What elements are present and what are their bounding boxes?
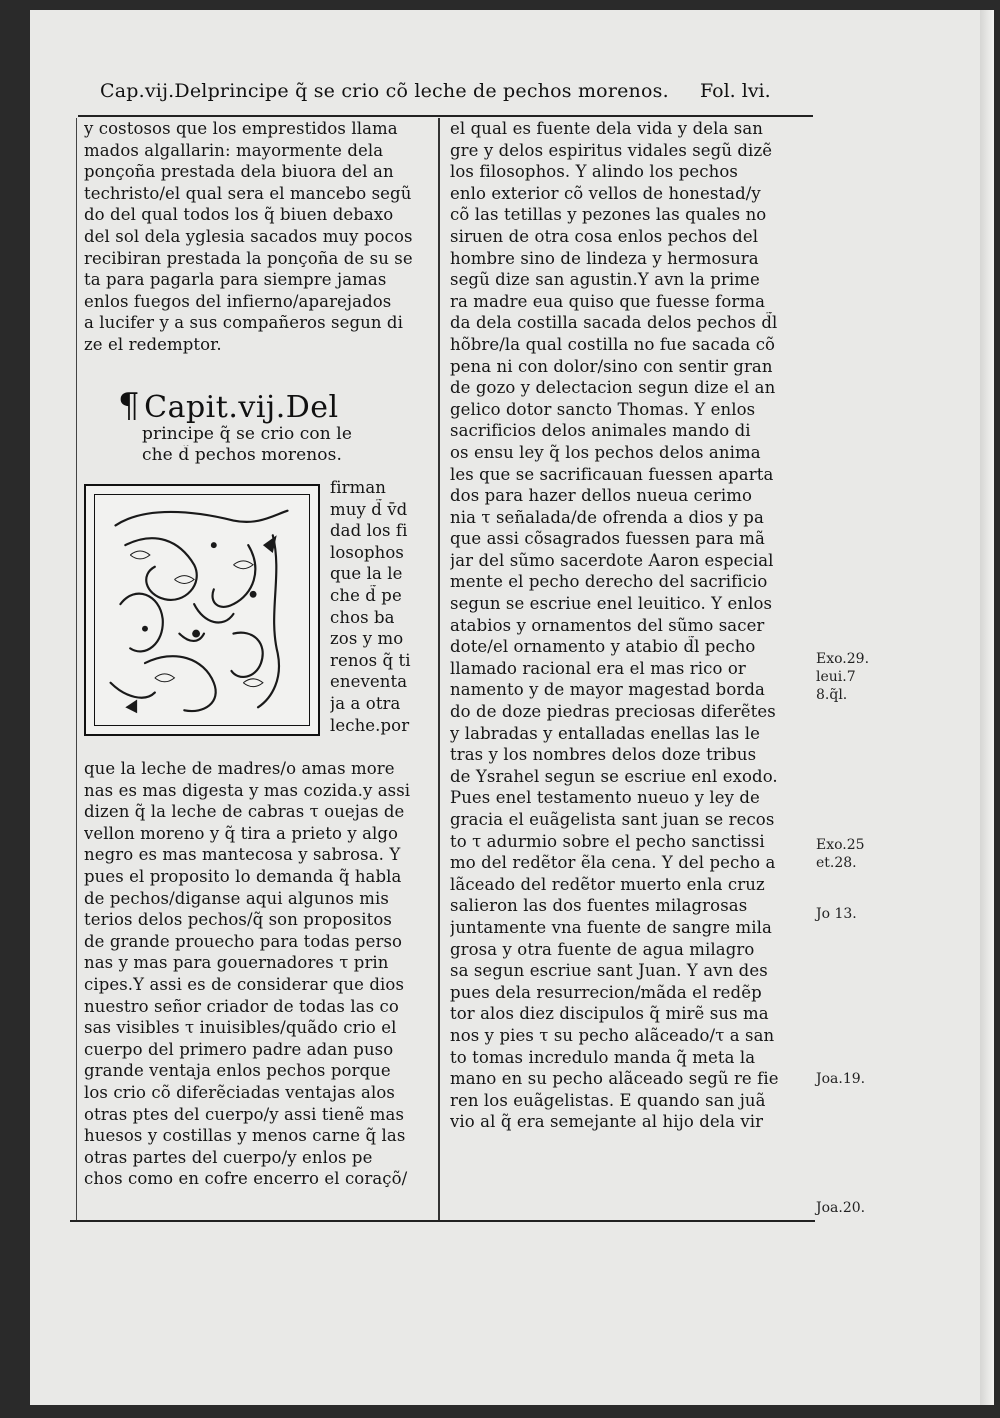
left-column-rule [76,118,77,1220]
margin-note-line: 8.q̃l. [816,687,848,703]
text-line: sacrificios delos animales mando di [450,421,751,441]
text-line: Pues enel testamento nueuo y ley de [450,788,760,808]
right-column-text [450,118,810,1133]
header-rule [78,115,813,117]
text-line: pues el proposito lo demanda q̃ habla [84,866,402,886]
left-column-top-text [84,118,434,356]
text-line: ponçoña prestada dela biuora del an [84,162,394,182]
text-line: sas visibles τ inuisibles/quãdo crio el [84,1018,397,1038]
margin-note [816,836,865,872]
margin-note-line: Joa.19. [816,1071,866,1087]
text-line: gracia el euãgelista sant juan se recos [450,810,775,829]
text-line: del sol dela yglesia sacados muy pocos [84,226,413,246]
text-line: muy d̃ v̄d [330,499,408,519]
column-divider [438,118,440,1220]
text-line: enlos fuegos del infierno/aparejados [84,291,392,311]
text-line: ren los euãgelistas. E quando san juã [450,1090,766,1110]
text-line: ja a otra [330,693,401,713]
text-line: nas y mas para gouernadores τ prin [84,953,389,973]
text-line: mados algallarin: mayormente dela [84,140,384,160]
text-line: de Ysrahel segun se escriue enl exodo. [450,766,778,786]
text-line: ta para pagarla para siempre jamas [84,270,387,290]
text-line: nos y pies τ su pecho alãceado/τ a san [450,1025,775,1045]
margin-note-line: Jo 13. [816,906,857,922]
decorated-initial-woodcut [84,484,320,736]
chapter-subtitle [142,424,432,466]
running-header-title: Cap.vij.Delprincipe q̃ se crio cõ leche de pechos morenos. [100,80,669,102]
text-line: gelico dotor sancto Thomas. Y enlos [450,399,756,419]
text-line: dote/el ornamento y atabio d̃l pecho [450,637,756,657]
subtitle-line: principe q̃ se crio con le [142,424,353,444]
text-line: juntamente vna fuente de sangre mila [450,917,772,937]
margin-note [816,1070,865,1088]
text-line: negro es mas mantecosa y sabrosa. Y [84,845,401,865]
text-line: zos y mo [330,629,404,649]
text-line: dizen q̃ la leche de cabras τ ouejas de [84,802,405,822]
text-line: hõbre/la qual costilla no fue sacada cõ [450,334,776,354]
left-column-bottom-text [84,758,434,1190]
margin-note-line: et.28. [816,855,857,871]
text-line: chos ba [330,607,395,627]
text-line: chos como en cofre encerro el coraçõ/ [84,1169,408,1189]
text-line: firman [330,478,386,497]
text-line: hombre sino de lindeza y hermosura [450,248,759,268]
text-line: namento y de mayor magestad borda [450,680,765,700]
text-line: recibiran prestada la ponçoña de su se [84,248,413,268]
text-line: mo del redẽtor ẽla cena. Y del pecho a [450,853,776,873]
text-line: de gozo y delectacion segun dize el an [450,378,776,398]
text-line: segun se escriue enel leuitico. Y enlos [450,594,773,614]
text-line: otras partes del cuerpo/y enlos pe [84,1147,373,1167]
text-line: ze el redemptor. [84,334,222,354]
text-line: renos q̃ ti [330,650,411,670]
text-line: los crio cõ diferẽciadas ventajas alos [84,1082,395,1102]
text-line: enlo exterior cõ vellos de honestad/y [450,183,761,203]
text-line: dad los fi [330,521,408,541]
text-line: pena ni con dolor/sino con sentir gran [450,356,773,376]
text-line: grosa y otra fuente de agua milagro [450,939,755,959]
text-line: jar del sũmo sacerdote Aaron especial [450,550,774,570]
text-line: que assi cõsagrados fuessen para mã [450,529,765,549]
text-line: do de doze piedras preciosas diferẽtes [450,702,776,722]
text-line: mente el pecho derecho del sacrificio [450,572,768,592]
text-line: da dela costilla sacada delos pechos d̃l [450,313,778,333]
text-line: vellon moreno y q̃ tira a prieto y algo [84,823,399,843]
text-line: otras ptes del cuerpo/y assi tienẽ mas [84,1104,405,1124]
text-line: salieron las dos fuentes milagrosas [450,896,748,916]
text-line: grande ventaja enlos pechos porque [84,1061,391,1081]
chapter-heading-title: Capit.vij.Del [144,390,339,425]
text-line: tras y los nombres delos doze tribus [450,745,757,765]
text-line: nia τ señalada/de ofrenda a dios y pa [450,507,764,527]
text-line: terios delos pechos/q̃ son propositos [84,910,392,930]
text-line: que la leche de madres/o amas more [84,759,395,778]
text-line: y costosos que los emprestidos llama [84,119,398,138]
text-line: to tomas incredulo manda q̃ meta la [450,1047,756,1067]
text-line: llamado racional era el mas rico or [450,658,746,678]
text-line: os ensu ley q̃ los pechos delos anima [450,442,761,462]
margin-note-line: Joa.20. [816,1200,866,1216]
margin-note [816,650,869,704]
text-line: y labradas y entalladas enellas las le [450,723,760,743]
text-line: siruen de otra cosa enlos pechos del [450,226,759,246]
margin-note [816,905,857,923]
margin-note-line: leui.7 [816,669,856,685]
text-line: atabios y ornamentos del sũmo sacer [450,615,765,635]
margin-note [816,1199,865,1217]
text-line: segũ dize san agustin.Y avn la prime [450,270,760,290]
pilcrow-icon: ¶ [118,386,141,426]
text-line: to τ adurmio sobre el pecho sanctissi [450,831,765,851]
text-line: huesos y costillas y menos carne q̃ las [84,1126,406,1146]
text-line: cipes.Y assi es de considerar que dios [84,974,405,994]
text-line: gre y delos espiritus vidales segũ dizẽ [450,140,773,160]
chapter-heading [118,386,438,426]
text-line: cõ las tetillas y pezones las quales no [450,205,767,225]
text-line: lãceado del redẽtor muerto enla cruz [450,874,765,894]
text-line: techristo/el qual sera el mancebo segũ [84,183,412,203]
text-line: vio al q̃ era semejante al hijo dela vir [450,1112,764,1132]
margin-note-line: Exo.25 [816,837,865,853]
text-line: a lucifer y a sus compañeros segun di [84,313,403,333]
text-line: leche.por [330,715,410,735]
text-line: nas es mas digesta y mas cozida.y assi [84,780,411,800]
text-line: el qual es fuente dela vida y dela san [450,119,763,138]
text-line: losophos [330,542,405,562]
text-line: eneventa [330,672,408,692]
foliage-ornament-icon [86,486,318,734]
text-line: ra madre eua quiso que fuesse forma [450,291,766,311]
text-line: do del qual todos los q̃ biuen debaxo [84,205,394,225]
text-line: sa segun escriue sant Juan. Y avn des [450,961,768,981]
text-line: che d̃ pe [330,585,402,605]
text-line: que la le [330,564,403,584]
text-line: tor alos diez discipulos q̃ mirẽ sus ma [450,1004,769,1024]
text-line: pues dela resurrecion/mãda el redẽp [450,982,762,1002]
text-line: mano en su pecho alãceado segũ re fie [450,1069,779,1089]
subtitle-line: che d̃ pechos morenos. [142,445,342,465]
margin-note-line: Exo.29. [816,651,870,667]
text-line: de grande prouecho para todas perso [84,931,403,951]
text-line: dos para hazer dellos nueua cerimo [450,486,753,506]
text-line: de pechos/diganse aqui algunos mis [84,888,389,908]
text-line: nuestro señor criador de todas las co [84,996,399,1016]
text-line: cuerpo del primero padre adan puso [84,1039,394,1059]
folio-number: Fol. lvi. [700,80,771,102]
footer-rule [70,1220,815,1222]
left-column-wrap-text [330,477,435,736]
text-line: les que se sacrificauan fuessen aparta [450,464,774,484]
text-line: los filosophos. Y alindo los pechos [450,162,738,182]
